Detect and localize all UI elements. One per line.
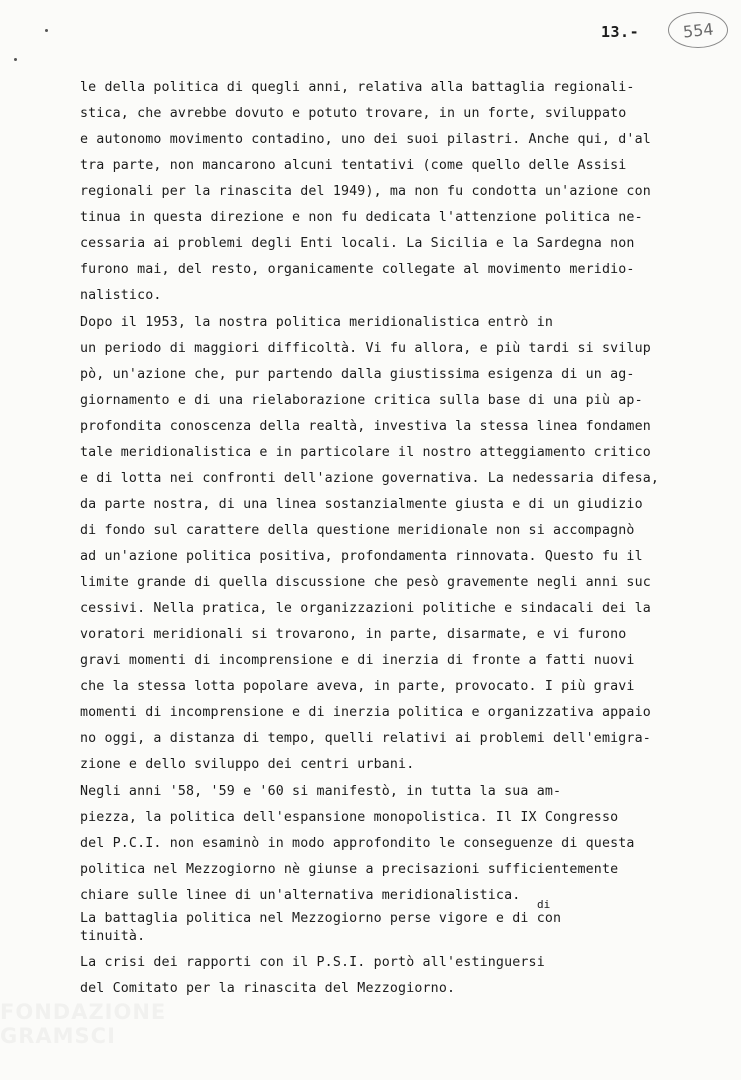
text-line: tinuità. <box>80 929 146 944</box>
text-line: cessaria ai problemi degli Enti locali. La Sicilia e la Sardegna non <box>80 236 635 251</box>
watermark-line: FONDAZIONE <box>0 1000 167 1024</box>
text-line: Negli anni '58, '59 e '60 si manifestò, in tutta la sua am- <box>80 784 562 799</box>
text-line: nalistico. <box>80 288 162 303</box>
text-line: tale meridionalistica e in particolare il nostro atteggiamento critico <box>80 445 651 460</box>
text-line: del P.C.I. non esaminò in modo approfondito le conseguenze di questa <box>80 836 635 851</box>
text-line: un periodo di maggiori difficoltà. Vi fu allora, e più tardi si svilup <box>80 341 651 356</box>
text-line: regionali per la rinascita del 1949), ma non fu condotta un'azione con <box>80 184 651 199</box>
text-line: da parte nostra, di una linea sostanzialmente giusta e di un giudizio <box>80 497 643 512</box>
text-line: che la stessa lotta popolare aveva, in parte, provocato. I più gravi <box>80 679 635 694</box>
text-line: furono mai, del resto, organicamente collegate al movimento meridio- <box>80 262 635 277</box>
text-line: limite grande di quella discussione che pesò gravemente negli anni suc <box>80 575 651 590</box>
text-line: chiare sulle linee di un'alternativa meridionalistica. <box>80 888 521 903</box>
text-line: momenti di incomprensione e di inerzia politica e organizzativa appaio <box>80 705 651 720</box>
text-line: zione e dello sviluppo dei centri urbani. <box>80 757 415 772</box>
text-line: politica nel Mezzogiorno nè giunse a precisazioni sufficientemente <box>80 862 619 877</box>
interlinear-insertion: di <box>537 898 551 911</box>
text-line: giornamento e di una rielaborazione critica sulla base di una più ap- <box>80 393 643 408</box>
text-line: profondita conoscenza della realtà, investiva la stessa linea fondamen <box>80 419 651 434</box>
text-line: stica, che avrebbe dovuto e potuto trovare, in un forte, sviluppato <box>80 106 627 121</box>
text-line: del Comitato per la rinascita del Mezzogiorno. <box>80 981 456 996</box>
paper-speck <box>45 29 48 32</box>
text-line: voratori meridionali si trovarono, in parte, disarmate, e vi furono <box>80 627 627 642</box>
text-line: ad un'azione politica positiva, profondamenta rinnovata. Questo fu il <box>80 549 643 564</box>
watermark-line: GRAMSCI <box>0 1024 116 1048</box>
text-line: piezza, la politica dell'espansione monopolistica. Il IX Congresso <box>80 810 619 825</box>
text-line: La crisi dei rapporti con il P.S.I. portò all'estinguersi <box>80 955 545 970</box>
text-line: tinua in questa direzione e non fu dedicata l'attenzione politica ne- <box>80 210 643 225</box>
text-line: La battaglia politica nel Mezzogiorno perse vigore e di con <box>80 911 562 926</box>
text-line: cessivi. Nella pratica, le organizzazioni politiche e sindacali dei la <box>80 601 651 616</box>
text-line: pò, un'azione che, pur partendo dalla giustissima esigenza di un ag- <box>80 367 635 382</box>
text-line: e autonomo movimento contadino, uno dei suoi pilastri. Anche qui, d'al <box>80 132 651 147</box>
text-line: no oggi, a distanza di tempo, quelli relativi ai problemi dell'emigra- <box>80 731 651 746</box>
archive-number: 554 <box>681 18 715 42</box>
archive-watermark <box>0 1000 210 1048</box>
page-number: 13.- <box>601 23 640 41</box>
archive-number-stamp <box>668 12 728 48</box>
text-line: di fondo sul carattere della questione meridionale non si accompagnò <box>80 523 635 538</box>
text-line: gravi momenti di incomprensione e di inerzia di fronte a fatti nuovi <box>80 653 635 668</box>
text-line: le della politica di quegli anni, relativa alla battaglia regionali- <box>80 80 635 95</box>
paper-speck <box>14 58 17 61</box>
text-line: e di lotta nei confronti dell'azione governativa. La nedessaria difesa, <box>80 471 660 486</box>
text-line: Dopo il 1953, la nostra politica meridionalistica entrò in <box>80 315 554 330</box>
text-line: tra parte, non mancarono alcuni tentativi (come quello delle Assisi <box>80 158 627 173</box>
